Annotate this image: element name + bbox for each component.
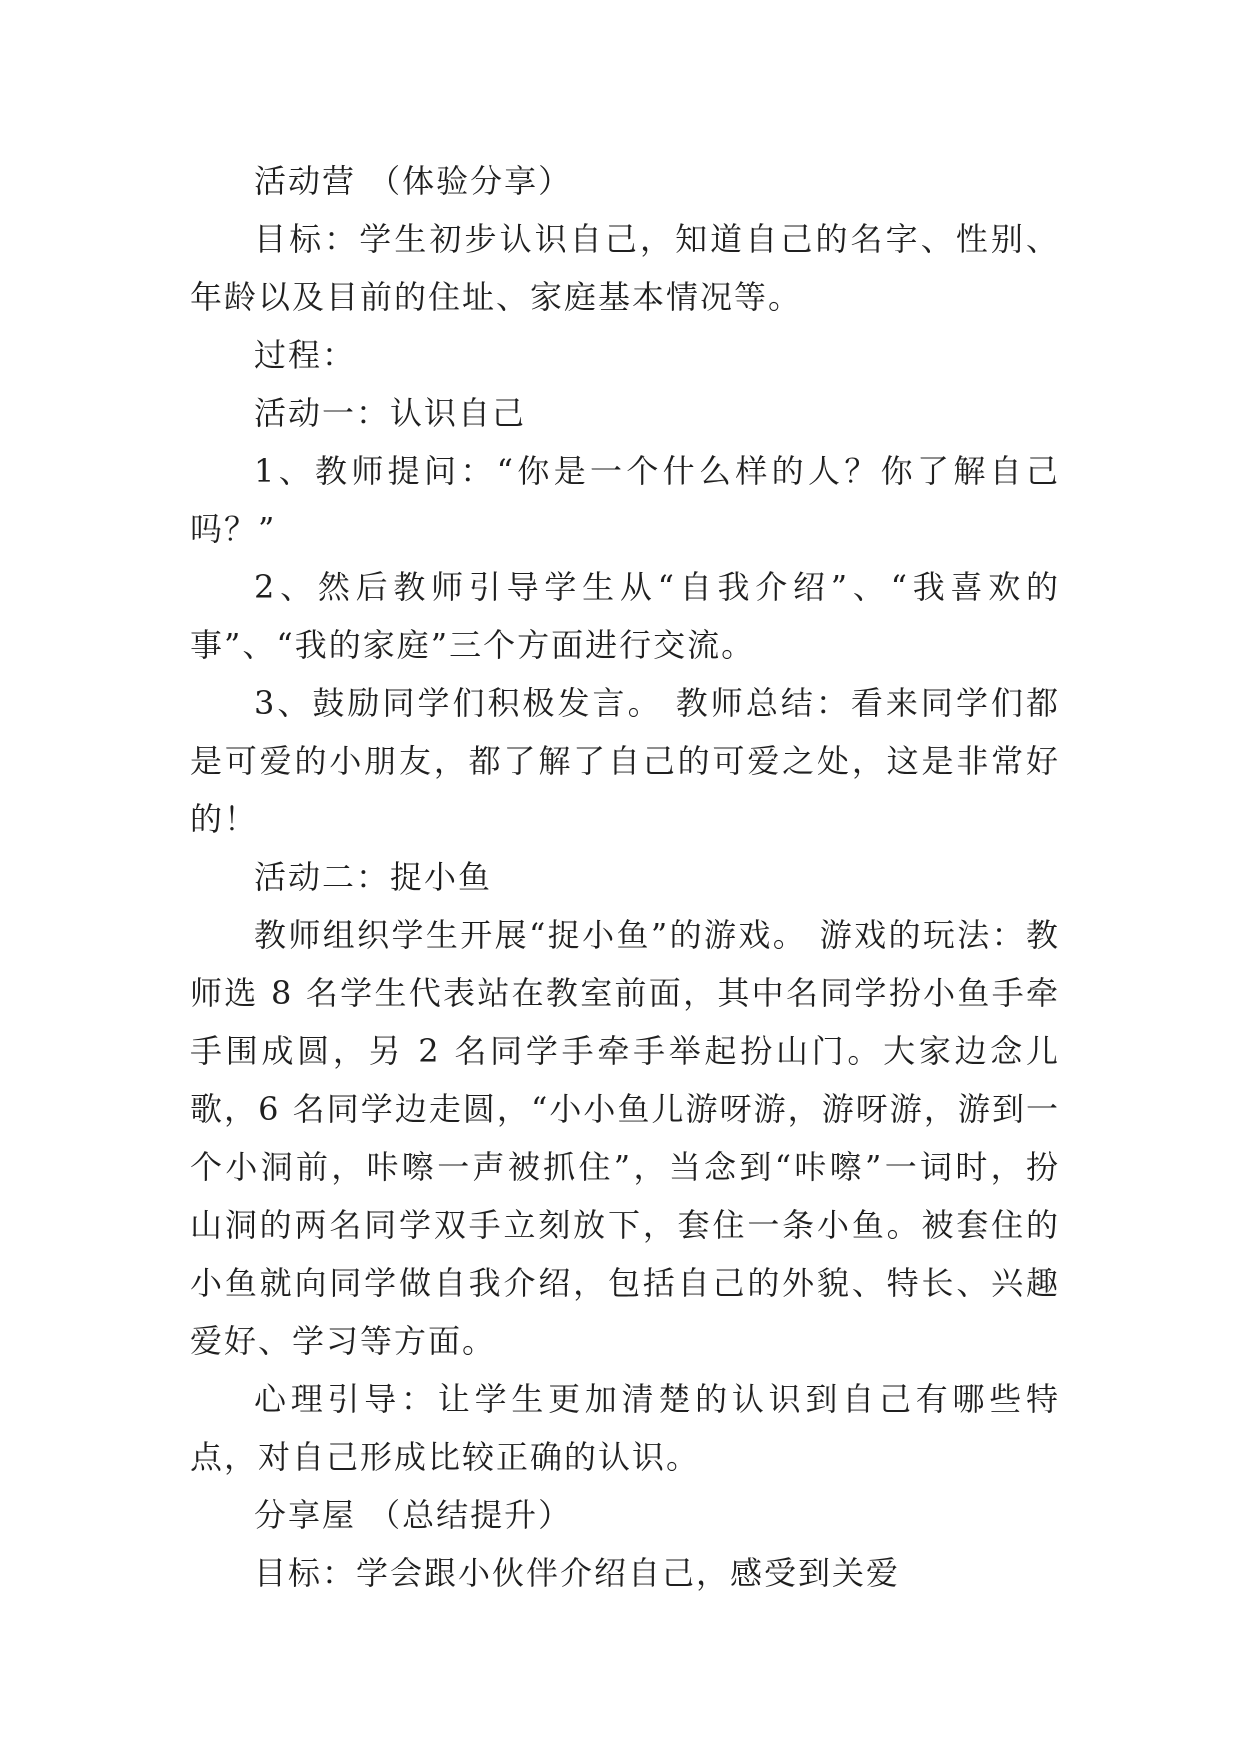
document-body — [190, 152, 1060, 1602]
activity-two-heading: 活动二：捉小鱼 — [254, 858, 493, 896]
paragraph-step-1: 1、教师提问：“你是一个什么样的人？你了解自己吗？” — [190, 452, 1060, 548]
paragraph-game-description: 教师组织学生开展“捉小鱼”的游戏。 游戏的玩法：教师选 8 名学生代表站在教室前面，其中名同学扮小鱼手牵手围成圆，另 2 名同学手牵手举起扮山门。大家边念儿歌，6 名同学边走圆，“小小鱼儿游呀游，游呀游，游到一个小洞前，咔嚓一声被抓住”，当念到“咔嚓”一词时，扮山洞的两名同学双手立刻放下，套住一条小鱼。被套住的小鱼就向同学做自我介绍，包括自己的外貌、特长、兴趣爱好、学习等方面。 — [190, 916, 1060, 1360]
paragraph-goal-1: 目标：学生初步认识自己，知道自己的名字、性别、年龄以及目前的住址、家庭基本情况等。 — [190, 220, 1060, 316]
paragraph-goal-2: 目标：学会跟小伙伴介绍自己，感受到关爱 — [254, 1554, 901, 1592]
paragraph-step-2: 2、然后教师引导学生从“自我介绍”、“我喜欢的事”、“我的家庭”三个方面进行交流。 — [190, 568, 1060, 664]
paragraph-psychological-guidance: 心理引导：让学生更加清楚的认识到自己有哪些特点，对自己形成比较正确的认识。 — [190, 1380, 1060, 1476]
activity-one-heading: 活动一：认识自己 — [254, 394, 527, 432]
section-heading-activity-camp: 活动营 （体验分享） — [254, 162, 573, 200]
section-heading-sharing-house: 分享屋 （总结提升） — [254, 1496, 573, 1534]
paragraph-step-3: 3、鼓励同学们积极发言。 教师总结：看来同学们都是可爱的小朋友，都了解了自己的可爱之处，这是非常好的！ — [190, 684, 1060, 838]
section-label-process: 过程： — [254, 336, 357, 374]
